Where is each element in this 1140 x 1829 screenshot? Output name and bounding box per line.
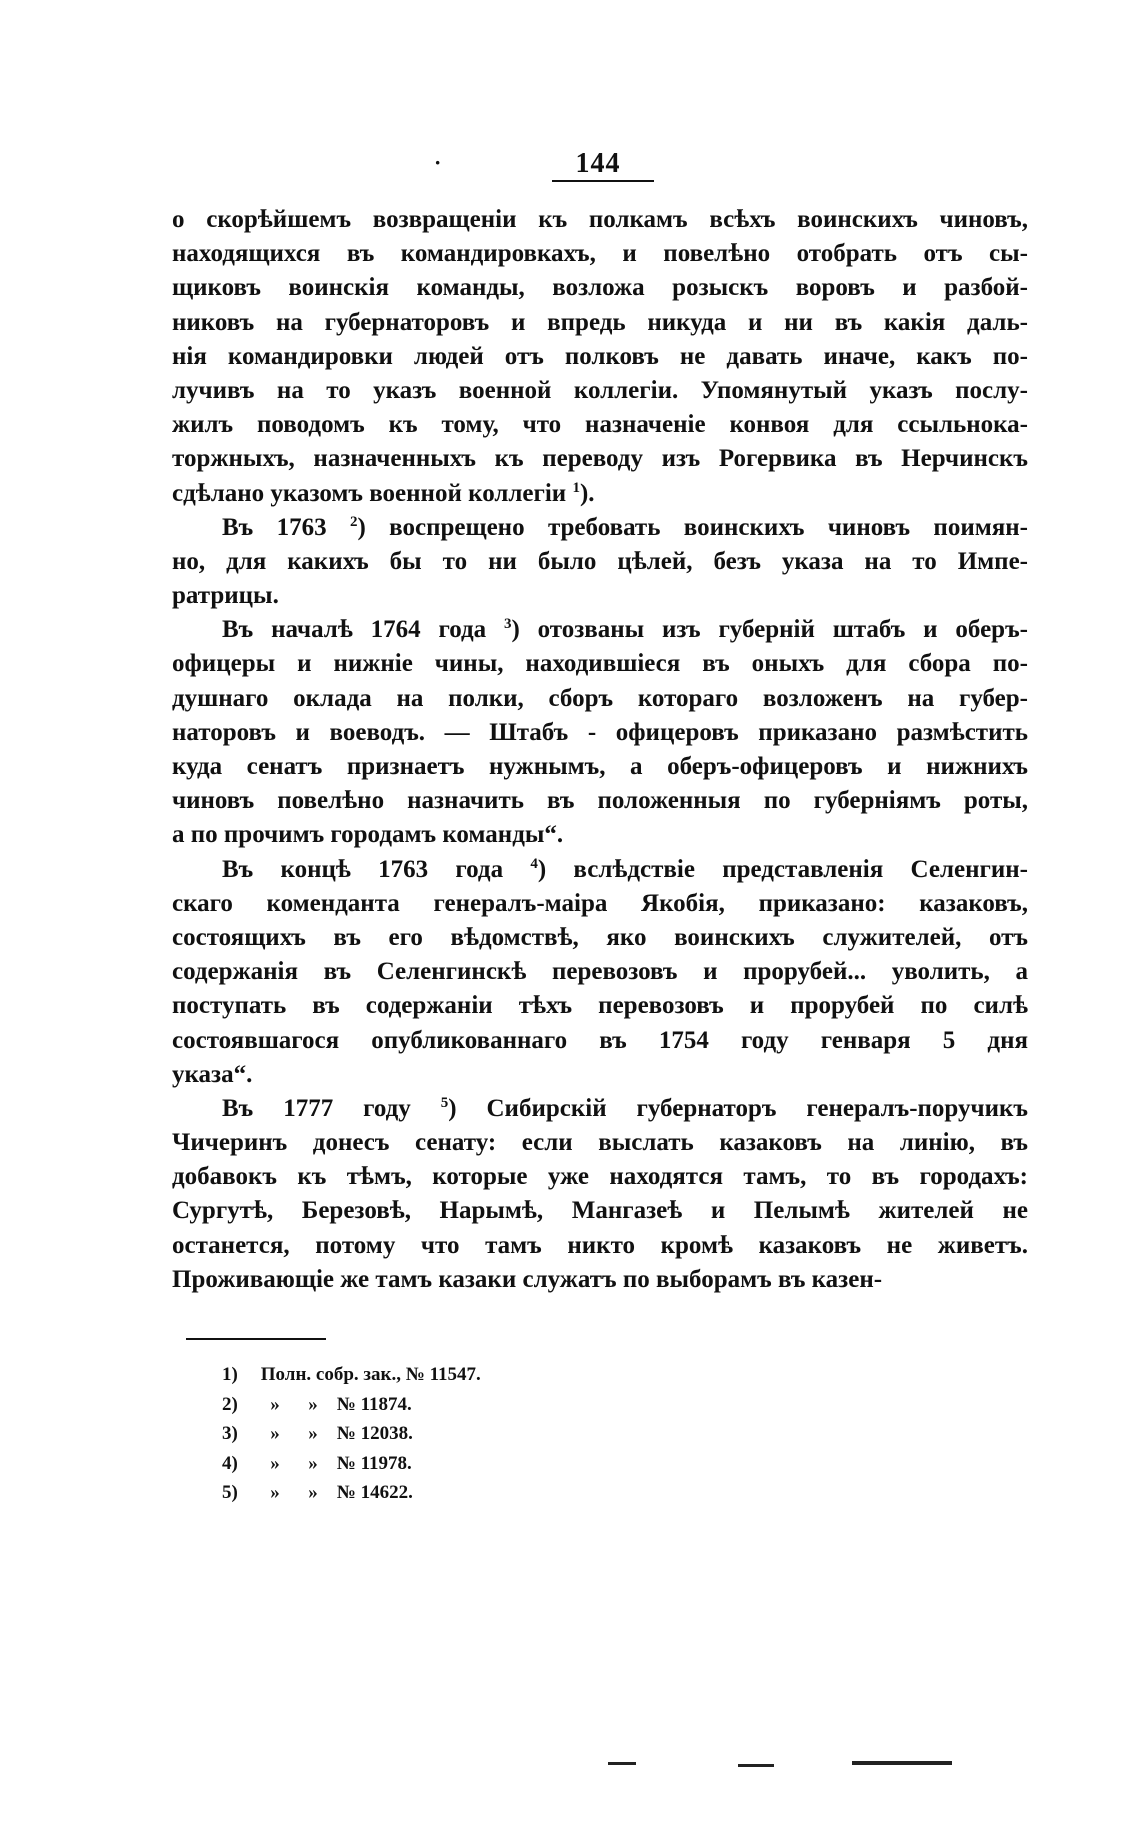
- footnote-source: »: [308, 1393, 318, 1415]
- text-line: никовъ на губернаторовъ и впредь никуда и ни въ какія даль-: [172, 308, 1028, 336]
- footnote-source: »: [308, 1423, 318, 1444]
- text-line: указа“.: [172, 1060, 253, 1088]
- footnote-ref: 4: [530, 855, 538, 872]
- text-line: наторовъ и воеводъ. — Штабъ - офицеровъ приказано размѣстить: [172, 718, 1028, 746]
- text-line: состоящихъ въ его вѣдомствѣ, яко воинскихъ служителей, отъ: [172, 923, 1028, 951]
- footnote-number: № 12038.: [336, 1423, 413, 1444]
- text-line: [172, 1092, 1028, 1126]
- smudge-mark: [608, 1762, 636, 1765]
- text-line: душнаго оклада на полки, сборъ котораго возложенъ на губер-: [172, 684, 1028, 712]
- paragraph: [172, 613, 1028, 852]
- footnote-line: [222, 1390, 722, 1420]
- footnote-line: [222, 1478, 722, 1508]
- footnote-source: »: [308, 1482, 318, 1503]
- footnote-number: № 11978.: [336, 1452, 412, 1474]
- line-text: ) Сибирскій губернаторъ генералъ-поручикъ: [448, 1094, 1028, 1122]
- footnote-line: [222, 1360, 722, 1390]
- text-line: нія командировки людей отъ полковъ не давать иначе, какъ по-: [172, 342, 1028, 370]
- line-text: ) воспрещено требовать воинскихъ чиновъ поимян-: [357, 513, 1028, 541]
- line-text: ) отозваны изъ губерній штабъ и оберъ-: [511, 616, 1028, 644]
- text-line: состоявшагося опубликованнаго въ 1754 году генваря 5 дня: [172, 1026, 1028, 1054]
- footnote-source: »: [308, 1452, 318, 1474]
- text-line: находящихся въ командировкахъ, и повелѣно отобрать отъ сы-: [172, 240, 1028, 268]
- footnote-source: »: [270, 1482, 280, 1503]
- footnote-ref: 2: [349, 513, 358, 530]
- footnote-mark: 4): [222, 1452, 238, 1474]
- text-line: Чичеринъ донесъ сенату: если выслать казаковъ на линію, въ: [172, 1129, 1028, 1157]
- page-number-rule: [552, 180, 654, 182]
- footnote-mark: 1): [222, 1364, 238, 1385]
- paragraph: [172, 203, 1028, 511]
- text-line: щиковъ воинскія команды, возложа розыскъ воровъ и разбой-: [172, 274, 1028, 302]
- text-line: жилъ поводомъ къ тому, что назначеніе конвоя для ссыльнока-: [172, 411, 1028, 439]
- smudge-mark: [738, 1764, 774, 1767]
- page-number: 144: [575, 148, 621, 179]
- text-line: чиновъ повелѣно назначить въ положенныя по губерніямъ роты,: [172, 787, 1028, 815]
- line-text: Въ 1777 году: [222, 1094, 441, 1122]
- paragraph: [172, 853, 1028, 1092]
- text-line: добавокъ къ тѣмъ, которые уже находятся тамъ, то въ городахъ:: [172, 1163, 1028, 1191]
- text-line: [172, 853, 1028, 887]
- text-line: [172, 511, 1028, 545]
- text-line: останется, потому что тамъ никто кромѣ казаковъ не живетъ.: [172, 1231, 1028, 1259]
- text-line: [172, 477, 1028, 511]
- text-line: офицеры и нижніе чины, находившіеся въ оныхъ для сбора по-: [172, 650, 1028, 678]
- text-line: [172, 613, 1028, 647]
- footnote-mark: 5): [222, 1482, 238, 1503]
- text-line: торжныхъ, назначенныхъ къ переводу изъ Рогервика въ Нерчинскъ: [172, 445, 1028, 473]
- text-line: поступать въ содержаніи тѣхъ перевозовъ и прорубей по силѣ: [172, 992, 1028, 1020]
- body-text: [172, 203, 1028, 1297]
- smudge-mark: [852, 1761, 952, 1765]
- text-line: Сургутѣ, Березовѣ, Нарымѣ, Мангазеѣ и Пелымѣ жителей не: [172, 1197, 1028, 1225]
- footnote-source: Полн.: [260, 1364, 312, 1385]
- text-line: куда сенатъ признаетъ нужнымъ, а оберъ-офицеровъ и нижнихъ: [172, 753, 1028, 780]
- footnote-mark: 3): [222, 1423, 238, 1444]
- text-line: содержанія въ Селенгинскѣ перевозовъ и прорубей... уволить, а: [172, 958, 1028, 986]
- line-text: Въ 1763: [222, 513, 350, 541]
- paragraph: [172, 1092, 1028, 1297]
- footnote-source: »: [270, 1452, 280, 1474]
- footnote-ref: 3: [503, 616, 512, 633]
- text-line: а по прочимъ городамъ команды“.: [172, 821, 564, 849]
- footnote-number: № 11547.: [405, 1364, 481, 1385]
- footnote-ref: 5: [440, 1094, 449, 1111]
- footnote-source: »: [270, 1423, 280, 1444]
- line-text: ).: [579, 479, 595, 507]
- footnote-ref: 1: [572, 479, 580, 496]
- footnote-mark: 2): [222, 1393, 238, 1415]
- text-line: ратрицы.: [172, 582, 279, 610]
- line-text: ) вслѣдствіе представленія Селенгин-: [537, 855, 1028, 883]
- paragraph: [172, 511, 1028, 614]
- text-line: о скорѣйшемъ возвращеніи къ полкамъ всѣхъ воинскихъ чиновъ,: [172, 206, 1028, 233]
- line-text: сдѣлано указомъ военной коллегіи: [172, 479, 573, 507]
- footnote-number: № 11874.: [336, 1393, 412, 1415]
- text-line: лучивъ на то указъ военной коллегіи. Упомянутый указъ послу-: [172, 376, 1028, 404]
- footnote-line: [222, 1449, 722, 1479]
- line-text: Въ концѣ 1763 года: [222, 855, 531, 883]
- text-line: но, для какихъ бы то ни было цѣлей, безъ указа на то Импе-: [172, 547, 1028, 575]
- footnotes: [222, 1360, 722, 1508]
- footnote-rule: [186, 1338, 326, 1340]
- footnote-line: [222, 1419, 722, 1449]
- text-line: скаго коменданта генералъ-маіра Якобія, приказано: казаковъ,: [172, 889, 1028, 917]
- line-text: Въ началѣ 1764 года: [222, 616, 504, 644]
- footnote-number: № 14622.: [336, 1482, 413, 1503]
- scan-smudges: [0, 1750, 1140, 1780]
- header-dot: ·: [434, 150, 442, 175]
- footnote-source: »: [270, 1393, 280, 1415]
- footnote-source: собр. зак.,: [315, 1364, 401, 1385]
- text-line: Проживающіе же тамъ казаки служатъ по выборамъ въ казен-: [172, 1265, 883, 1293]
